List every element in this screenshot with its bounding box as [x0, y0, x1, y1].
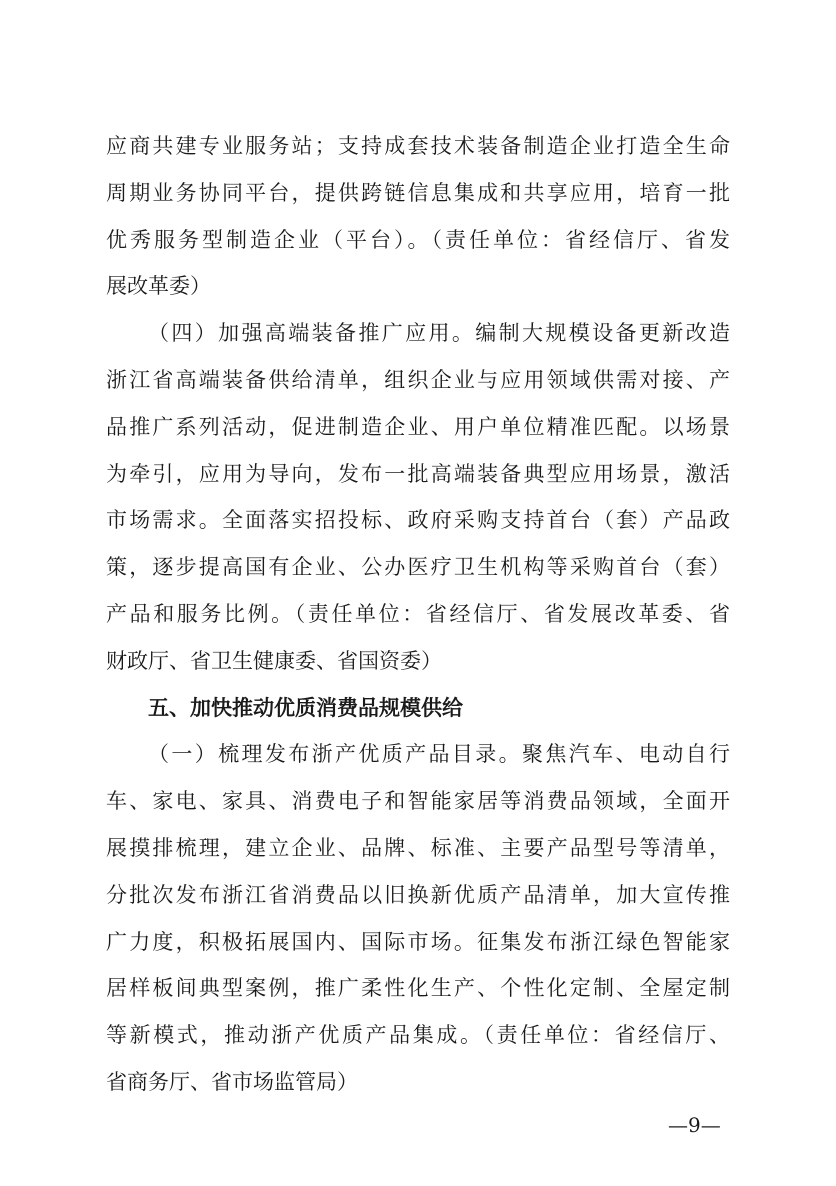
- page-number: —9—: [668, 1113, 721, 1137]
- paragraph-line: 省商务厅、省市场监管局）: [106, 1069, 358, 1094]
- paragraph-line: 市场需求。全面落实招投标、政府采购支持首台（套）产品政: [106, 508, 730, 533]
- paragraph-line: 等新模式，推动浙产优质产品集成。（责任单位：省经信厅、: [106, 1023, 730, 1048]
- paragraph-line: 展改革委）: [106, 274, 211, 299]
- paragraph-line: 车、家电、家具、消费电子和智能家居等消费品领域，全面开: [106, 789, 730, 814]
- paragraph-line: 分批次发布浙江省消费品以旧换新优质产品清单，加大宣传推: [106, 882, 730, 907]
- paragraph-line: 优秀服务型制造企业（平台）。（责任单位：省经信厅、省发: [106, 227, 730, 252]
- paragraph-line: 浙江省高端装备供给清单，组织企业与应用领域供需对接、产: [106, 367, 730, 392]
- paragraph-line: （一）梳理发布浙产优质产品目录。聚焦汽车、电动自行: [148, 742, 730, 767]
- paragraph-line: 广力度，积极拓展国内、国际市场。征集发布浙江绿色智能家: [106, 929, 730, 954]
- paragraph-line: 财政厅、省卫生健康委、省国资委）: [106, 648, 442, 673]
- paragraph-line: 产品和服务比例。（责任单位：省经信厅、省发展改革委、省: [106, 601, 730, 626]
- paragraph-line: 为牵引，应用为导向，发布一批高端装备典型应用场景，激活: [106, 461, 730, 486]
- paragraph-line: 策，逐步提高国有企业、公办医疗卫生机构等采购首台（套）: [106, 555, 730, 580]
- paragraph-line: 品推广系列活动，促进制造企业、用户单位精准匹配。以场景: [106, 414, 730, 439]
- paragraph-line: 展摸排梳理，建立企业、品牌、标准、主要产品型号等清单，: [106, 835, 730, 860]
- document-body: [106, 123, 730, 1106]
- paragraph-line: 应商共建专业服务站；支持成套技术装备制造企业打造全生命: [106, 134, 730, 158]
- paragraph-line: 周期业务协同平台，提供跨链信息集成和共享应用，培育一批: [106, 180, 730, 205]
- paragraph-line: （四）加强高端装备推广应用。编制大规模设备更新改造: [148, 321, 730, 346]
- paragraph-line: 居样板间典型案例，推广柔性化生产、个性化定制、全屋定制: [106, 976, 730, 1001]
- section-heading: 五、加快推动优质消费品规模供给: [148, 695, 463, 720]
